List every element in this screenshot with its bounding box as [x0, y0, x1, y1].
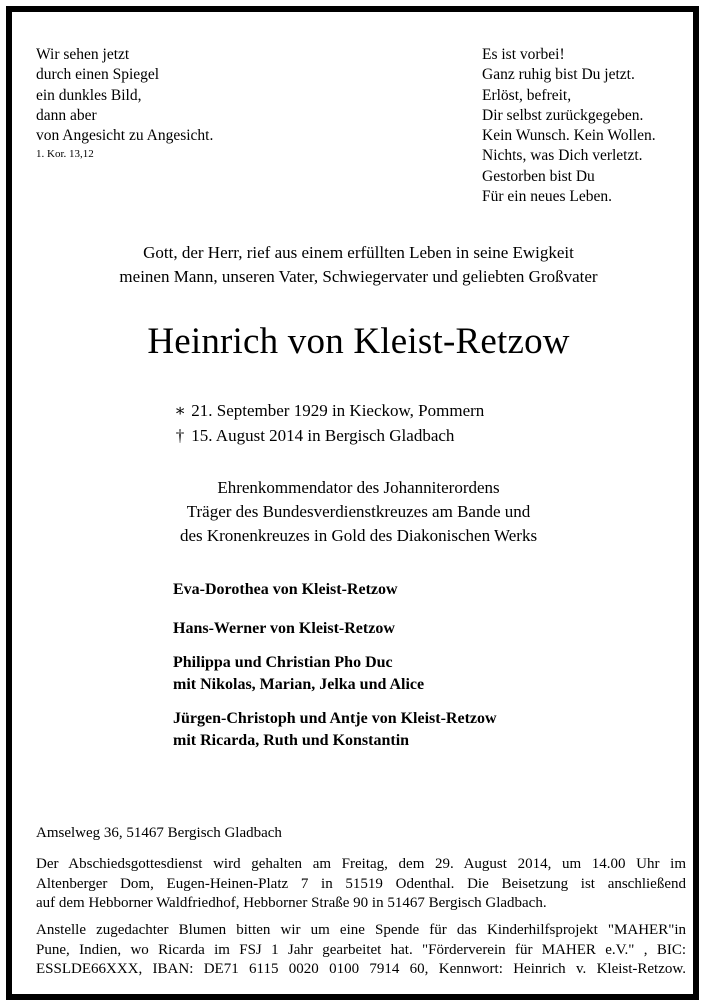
verse-line: Für ein neues Leben. [482, 188, 612, 206]
death-date-line [173, 423, 484, 448]
obituary-frame [6, 6, 699, 1000]
honors [12, 476, 705, 548]
mourner-line: Hans-Werner von Kleist-Retzow [173, 620, 395, 637]
verse-line: Ganz ruhig bist Du jetzt. [482, 66, 635, 84]
honor-line: Träger des Bundesverdienstkreuzes am Bande und [186, 502, 531, 521]
donation-line: Anstelle zugedachter Blumen bitten wir um eine Spende für das Kinderhilfsprojekt "MAHER"in [36, 922, 686, 938]
verse-line: von Angesicht zu Angesicht. [36, 127, 214, 145]
mourner-line: mit Nikolas, Marian, Jelka und Alice [173, 676, 425, 693]
death-cross-icon: † [175, 426, 185, 445]
address: Amselweg 36, 51467 Bergisch Gladbach [36, 825, 282, 841]
service-info [36, 855, 686, 914]
intro-line: meinen Mann, unseren Vater, Schwiegervater und geliebten Großvater [119, 267, 598, 286]
verse-line: Kein Wunsch. Kein Wollen. [482, 127, 656, 145]
verse-line: dann aber [36, 106, 97, 124]
verse-line: Dir selbst zurückgegeben. [482, 106, 644, 124]
verse-line: Wir sehen jetzt [36, 46, 130, 63]
intro-text [12, 241, 705, 289]
verse-line: ein dunkles Bild, [36, 86, 142, 104]
verse-line: durch einen Spiegel [36, 66, 160, 84]
verse-line: Erlöst, befreit, [482, 86, 572, 104]
verse-left [36, 45, 213, 162]
mourners-list [173, 579, 497, 764]
honor-line: des Kronenkreuzes in Gold des Diakonischen Werks [179, 526, 538, 545]
mourner-group [173, 652, 497, 696]
verse-line: Es ist vorbei! [482, 46, 565, 63]
mourner-line: Philippa und Christian Pho Duc [173, 654, 393, 671]
donation-line: Pune, Indien, wo Ricarda im FSJ 1 Jahr gearbeitet hat. "Förderverein für MAHER e.V." , BIC: [36, 941, 686, 958]
verse-line: Nichts, was Dich verletzt. [482, 147, 643, 165]
obituary-content [12, 12, 705, 1006]
service-line: Der Abschiedsgottesdienst wird gehalten am Freitag, dem 29. August 2014, um 14.00 Uhr im [36, 856, 686, 872]
donation-info [36, 921, 686, 980]
verse-line: Gestorben bist Du [482, 167, 595, 185]
service-line: auf dem Hebborner Waldfriedhof, Hebborner Straße 90 in 51467 Bergisch Gladbach. [36, 895, 547, 911]
mourner-line: Jürgen-Christoph und Antje von Kleist-Retzow [173, 710, 497, 727]
mourner-line: mit Ricarda, Ruth und Konstantin [173, 732, 410, 749]
birth-star-icon: ∗ [174, 401, 186, 420]
deceased-name: Heinrich von Kleist-Retzow [147, 321, 570, 362]
intro-line: Gott, der Herr, rief aus einem erfüllten Leben in seine Ewigkeit [143, 243, 574, 262]
verse-right [482, 45, 656, 207]
mourner-group [173, 708, 497, 752]
donation-line: ESSLDE66XXX, IBAN: DE71 6115 0020 0100 7914 60, Kennwort: Heinrich v. Kleist-Retzow. [36, 961, 686, 977]
mourner-group [173, 579, 497, 601]
birth-date-line [173, 398, 484, 423]
honor-line: Ehrenkommendator des Johanniterordens [217, 478, 500, 497]
birth-date: 21. September 1929 in Kieckow, Pommern [191, 401, 485, 420]
death-date: 15. August 2014 in Bergisch Gladbach [191, 426, 455, 445]
mourner-group [173, 618, 497, 640]
service-line: Altenberger Dom, Eugen-Heinen-Platz 7 in 51519 Odenthal. Die Beisetzung ist anschließend [36, 875, 686, 892]
life-dates [173, 398, 484, 448]
mourner-line: Eva-Dorothea von Kleist-Retzow [173, 581, 398, 598]
bible-reference: 1. Kor. 13,12 [36, 148, 94, 161]
